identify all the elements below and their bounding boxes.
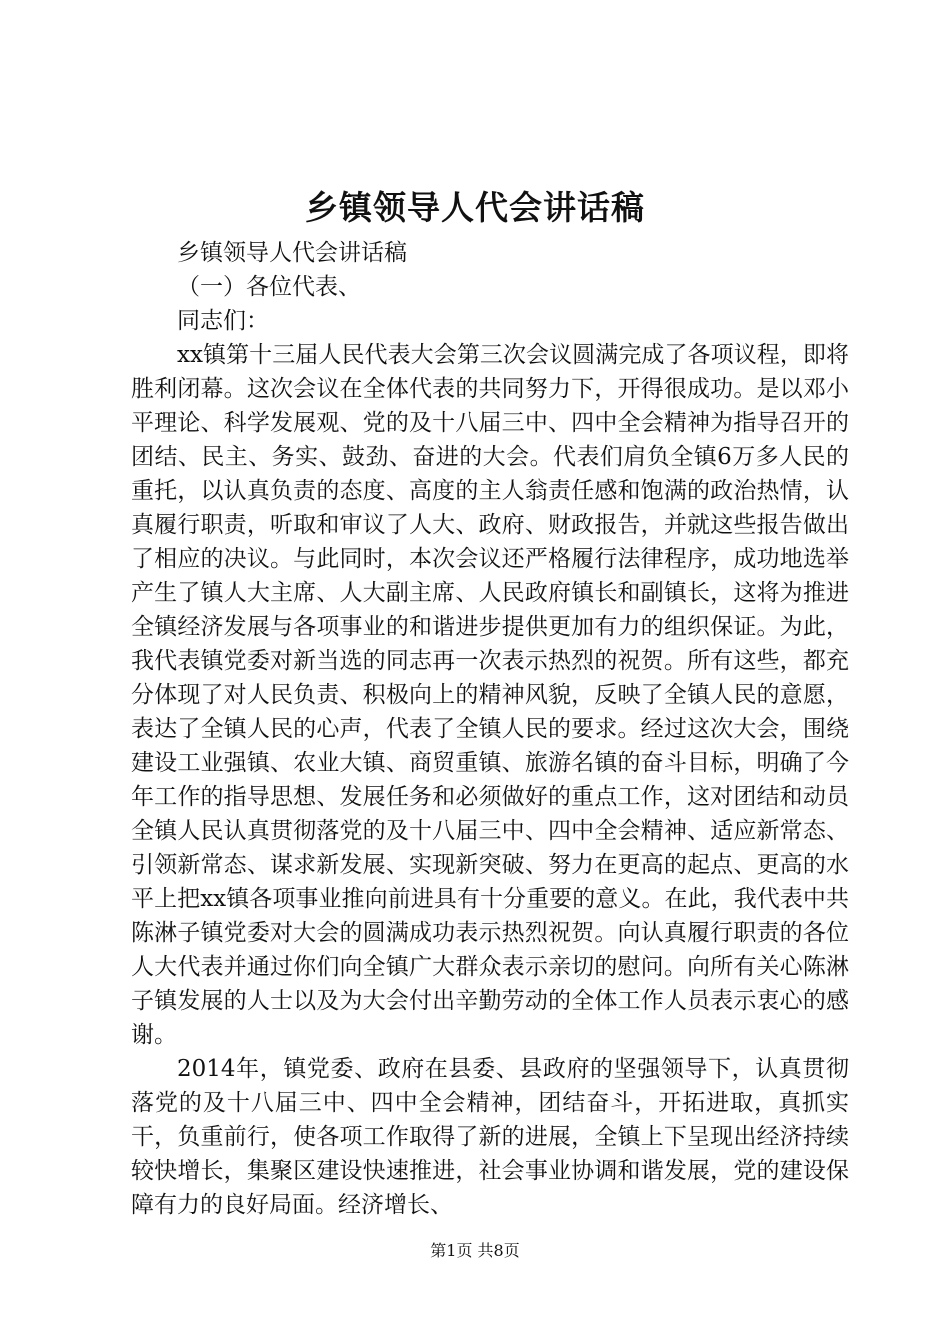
- document-title: 乡镇领导人代会讲话稿: [305, 188, 645, 227]
- document-body: [131, 236, 849, 1222]
- paragraph-salutation: 同志们：: [177, 308, 269, 334]
- paragraph-body-1: xx镇第十三届人民代表大会第三次会议圆满完成了各项议程，即将胜利闭幕。这次会议在全体代表的共同努力下，开得很成功。是以邓小平理论、科学发展观、党的及十八届三中、四中全会精神为指导召开的团结、民主、务实、鼓劲、奋进的大会。代表们肩负全镇6万多人民的重托，以认真负责的态度、高度的主人翁责任感和饱满的政治热情，认真履行职责，听取和审议了人大、政府、财政报告，并就这些报告做出了相应的决议。与此同时，本次会议还严格履行法律程序，成功地选举产生了镇人大主席、人大副主席、人民政府镇长和副镇长，这将为推进全镇经济发展与各项事业的和谐进步提供更加有力的组织保证。为此，我代表镇党委对新当选的同志再一次表示热烈的祝贺。所有这些，都充分体现了对人民负责、积极向上的精神风貌，反映了全镇人民的意愿，表达了全镇人民的心声，代表了全镇人民的要求。经过这次大会，围绕建设工业强镇、农业大镇、商贸重镇、旅游名镇的奋斗目标，明确了今年工作的指导思想、发展任务和必须做好的重点工作，这对团结和动员全镇人民认真贯彻落党的及十八届三中、四中全会精神、适应新常态、引领新常态、谋求新发展、实现新突破、努力在更高的起点、更高的水平上把xx镇各项事业推向前进具有十分重要的意义。在此，我代表中共陈淋子镇党委对大会的圆满成功表示热烈祝贺。向认真履行职责的各位人大代表并通过你们向全镇广大群众表示亲切的慰问。向所有关心陈淋子镇发展的人士以及为大会付出辛勤劳动的全体工作人员表示衷心的感谢。: [131, 342, 849, 1048]
- paragraph-body-2: 2014年，镇党委、政府在县委、县政府的坚强领导下，认真贯彻落党的及十八届三中、四中全会精神，团结奋斗，开拓进取，真抓实干，负重前行，使各项工作取得了新的进展，全镇上下呈现出经济持续较快增长，集聚区建设快速推进，社会事业协调和谐发展，党的建设保障有力的良好局面。经济增长、: [131, 1056, 849, 1218]
- page-footer: 第1页 共8页: [430, 1241, 520, 1260]
- paragraph-subtitle: 乡镇领导人代会讲话稿: [177, 240, 407, 266]
- paragraph-section-heading: （一）各位代表、: [177, 274, 361, 300]
